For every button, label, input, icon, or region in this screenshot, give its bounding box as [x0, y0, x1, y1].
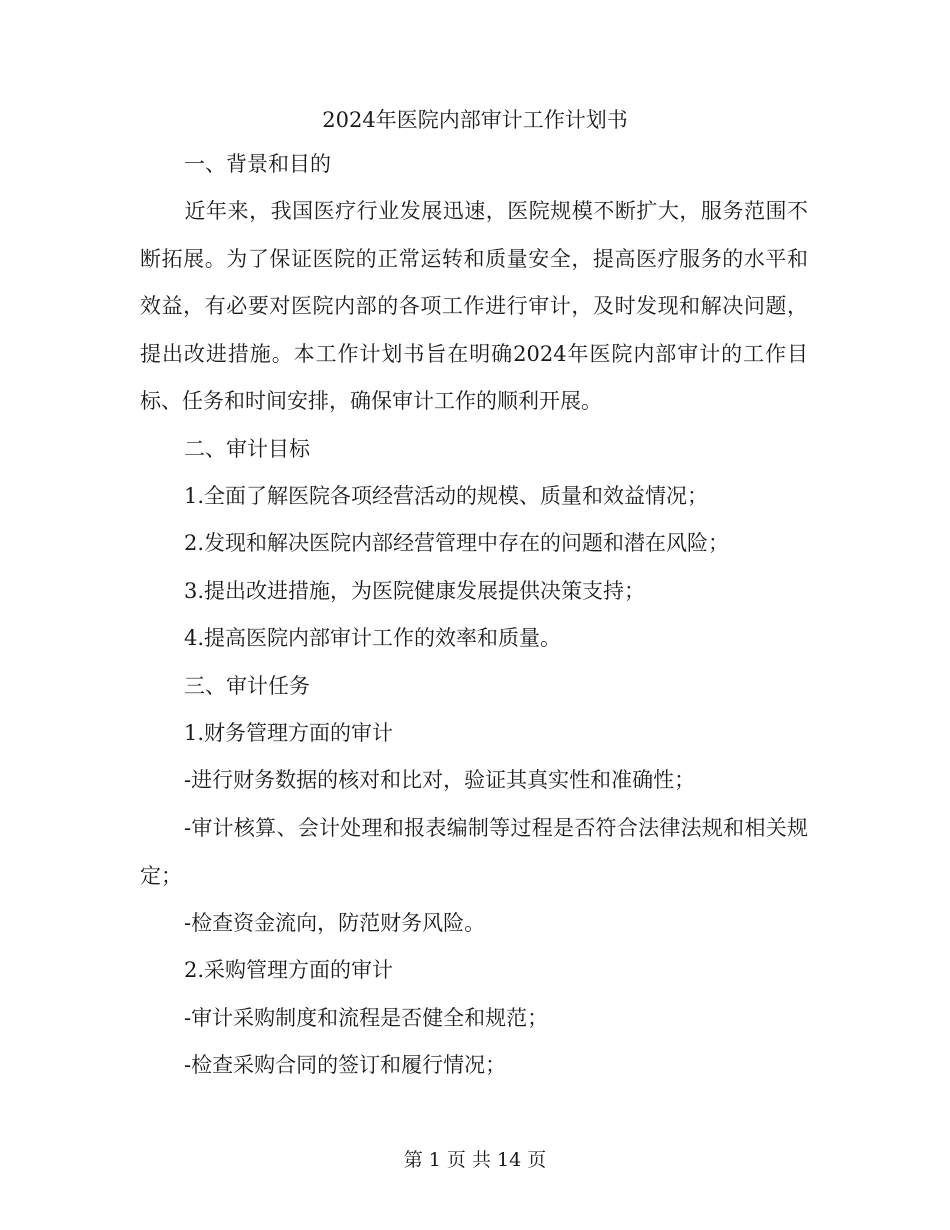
task-heading-procurement: 2.采购管理方面的审计 [184, 958, 394, 982]
task-item-finance-1: -进行财务数据的核对和比对，验证其真实性和准确性； [184, 768, 696, 792]
background-paragraph: 近年来，我国医疗行业发展迅速，医院规模不断扩大，服务范围不断拓展。为了保证医院的正常运转和质量安全，提高医疗服务的水平和效益，有必要对医院内部的各项工作进行审计，及时发现和解决问题，提出改进措施。本工作计划书旨在明确2024年医院内部审计的工作目标、任务和时间安排，确保审计工作的顺利开展。 [140, 199, 808, 413]
task-item-finance-3: -检查资金流向，防范财务风险。 [184, 911, 486, 935]
objective-item-2: 2.发现和解决医院内部经营管理中存在的问题和潜在风险； [184, 531, 730, 555]
task-heading-finance: 1.财务管理方面的审计 [184, 721, 394, 745]
task-item-procurement-2: -检查采购合同的签订和履行情况； [184, 1053, 507, 1077]
task-item-finance-2: -审计核算、会计处理和报表编制等过程是否符合法律法规和相关规定； [140, 816, 808, 888]
page-number-footer: 第 1 页 共 14 页 [403, 1149, 547, 1171]
section-heading-background: 一、背景和目的 [184, 152, 331, 176]
task-item-procurement-1: -审计采购制度和流程是否健全和规范； [184, 1006, 549, 1030]
objective-item-1: 1.全面了解医院各项经营活动的规模、质量和效益情况； [184, 484, 709, 508]
objective-item-3: 3.提出改进措施，为医院健康发展提供决策支持； [184, 579, 646, 603]
objective-item-4: 4.提高医院内部审计工作的效率和质量。 [184, 626, 562, 650]
section-heading-objectives: 二、审计目标 [184, 437, 310, 461]
document-title: 2024年医院内部审计工作计划书 [322, 108, 628, 132]
section-heading-tasks: 三、审计任务 [184, 674, 310, 698]
